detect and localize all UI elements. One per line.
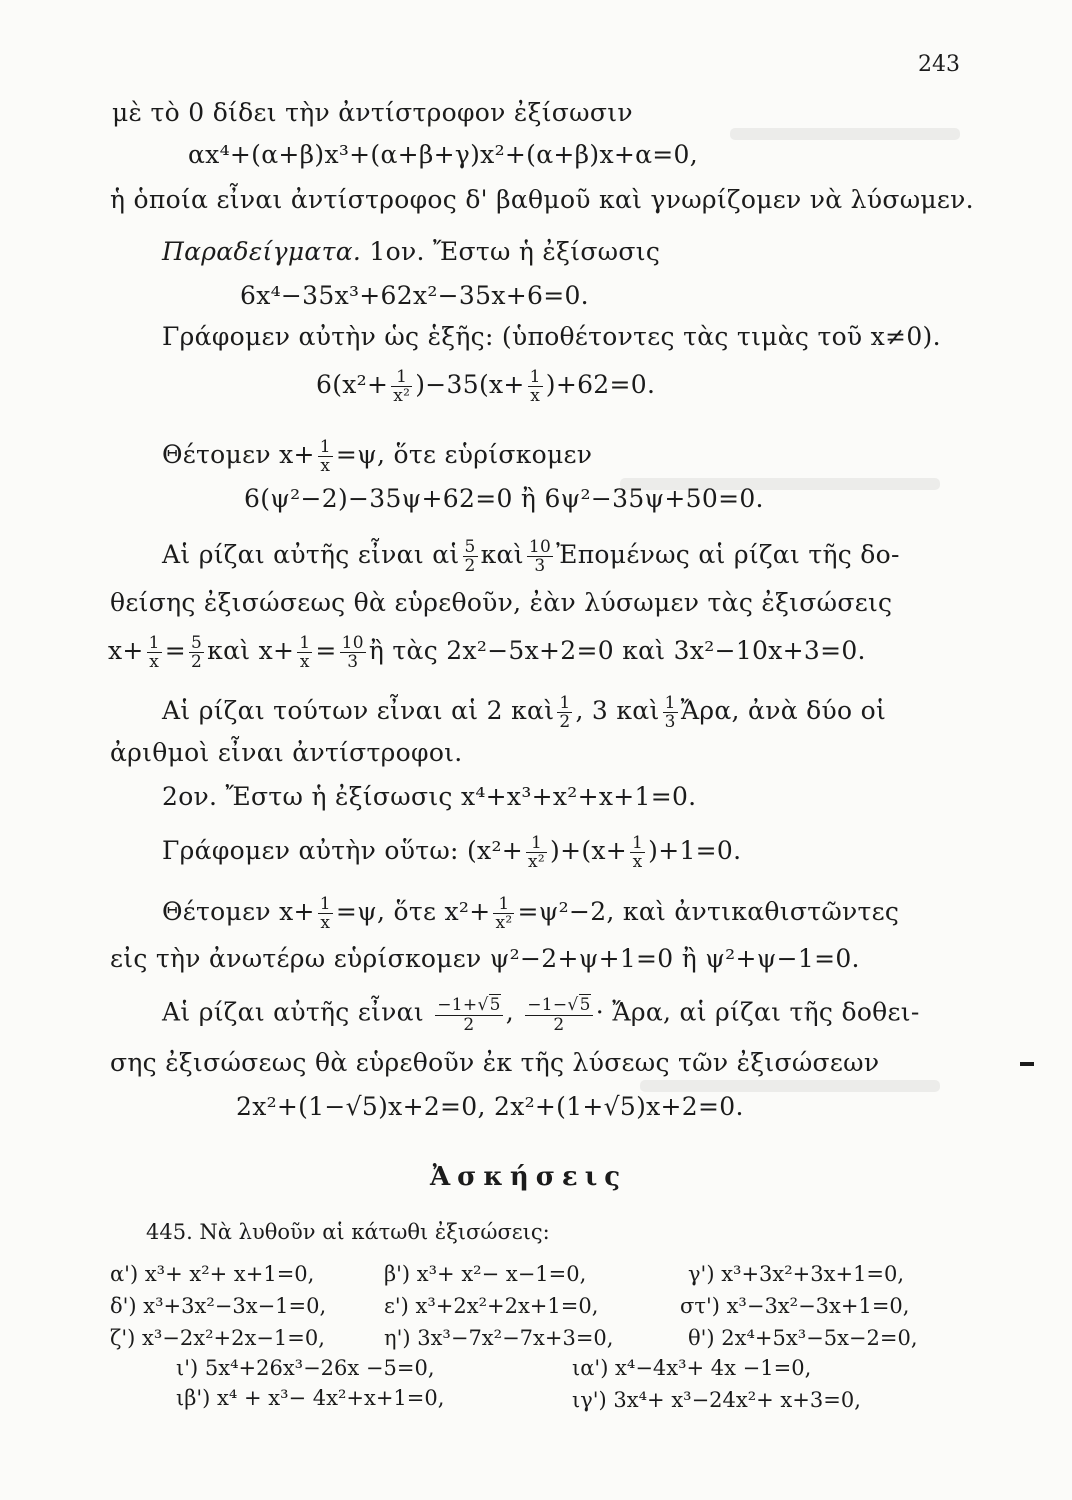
fraction: $\frac{1}{\text{x²}}$ [495, 894, 513, 933]
text-line: θείσης ἐξισώσεως θὰ εὑρεθοῦν, ἐὰν λύσωμεν τὰς ἐξισώσεις [110, 588, 893, 617]
eq-part: )+62=0. [545, 370, 656, 399]
exercise-item: γ') x³+3x²+3x+1=0, [688, 1262, 905, 1286]
text-fragment: Ἄρα, αἱ ρίζαι τῆς δοθει- [612, 997, 920, 1027]
eq-part: 2x²+(1+√5)x+2=0. [493, 1092, 744, 1121]
text-line [162, 538, 900, 575]
text-line: Αἱ ρίζαι αὐτῆς εἶναι $\frac{-1+√5}{2}$ , $\frac{-1-√5}{2}$ · Ἄρα, αἱ ρίζαι τῆς δοθει- [162, 995, 920, 1035]
examples-line [162, 237, 660, 267]
equation-line [236, 1092, 744, 1122]
exercise-intro: 445. Νὰ λυθοῦν αἱ κάτωθι ἐξισώσεις: [146, 1220, 550, 1244]
text-line: εἰς τὴν ἀνωτέρω εὑρίσκομεν ψ²−2+ψ+1=0 ἢ ψ²+ψ−1=0. [110, 944, 860, 973]
text-fragment: =ψ, ὅτε εὑρίσκομεν [335, 440, 593, 469]
text-line: μὲ τὸ 0 δίδει τὴν ἀντίστροφον ἐξίσωσιν [112, 98, 633, 127]
text-fragment: 1ον. Ἔστω ἡ ἐξίσωσις [369, 237, 661, 266]
text-line [162, 694, 886, 731]
text-line: 2ον. Ἔστω ἡ ἐξίσωσις x⁴+x³+x²+x+1=0. [162, 782, 697, 811]
eq-part: καὶ x+ [207, 636, 295, 665]
fraction: $\frac{-1-√5}{2}$ [527, 995, 591, 1035]
text-fragment: Θέτομεν x+ [162, 897, 315, 926]
text-fragment: καὶ [480, 540, 524, 569]
exercise-item: ιβ') x⁴ + x³− 4x²+x+1=0, [176, 1386, 445, 1410]
bleed-through-mark [730, 128, 960, 140]
fraction: $\frac{10}{3}$ [341, 633, 364, 672]
equation-line: αx⁴+(α+β)x³+(α+β+γ)x²+(α+β)x+α=0, [188, 140, 698, 169]
fraction: $\frac{5}{2}$ [464, 537, 476, 576]
text-line: ἀριθμοὶ εἶναι ἀντίστροφοι. [110, 738, 463, 767]
text-fragment: Θέτομεν x+ [162, 440, 315, 469]
text-fragment: Γράφομεν αὐτὴν οὕτω: (x²+ [162, 836, 524, 865]
exercise-item: δ') x³+3x²−3x−1=0, [110, 1294, 327, 1318]
eq-part: )−35(x+ [415, 370, 525, 399]
exercises-heading: Ἀσκήσεις [430, 1162, 628, 1192]
fraction: $\frac{1}{x}$ [319, 437, 331, 476]
text-fragment: =ψ²−2, καὶ ἀντικαθιστῶντες [517, 897, 900, 926]
fraction: $\frac{1}{x}$ [319, 894, 331, 933]
text-fragment: Ἐπομένως αἱ ρίζαι τῆς δο- [556, 540, 900, 569]
eq-part: = [315, 636, 337, 665]
text-line [162, 834, 741, 871]
exercise-item: η') 3x³−7x²−7x+3=0, [384, 1326, 614, 1350]
text-fragment: =ψ, ὅτε x²+ [335, 897, 491, 926]
text-fragment: Αἱ ρίζαι τούτων εἶναι αἱ 2 καὶ [162, 696, 555, 725]
fraction: $\frac{5}{2}$ [191, 633, 203, 672]
exercise-item: β') x³+ x²− x−1=0, [384, 1262, 587, 1286]
fraction: $\frac{-1+√5}{2}$ [437, 995, 501, 1035]
text-fragment: Αἱ ρίζαι αὐτῆς εἶναι αἱ [162, 540, 460, 569]
exercise-item: ζ') x³−2x²+2x−1=0, [110, 1326, 325, 1350]
equation-line [316, 368, 655, 405]
text-fragment: Αἱ ρίζαι αὐτῆς εἶναι [162, 997, 424, 1027]
fraction: $\frac{1}{x}$ [632, 833, 644, 872]
eq-part: x+ [108, 636, 144, 665]
fraction: $\frac{1}{2}$ [559, 693, 571, 732]
bleed-through-mark [640, 1080, 940, 1092]
eq-part: ἢ τὰς 2x²−5x+2=0 καὶ 3x²−10x+3=0. [368, 636, 866, 665]
equation-line [108, 634, 866, 671]
text-line: ἡ ὁποία εἶναι ἀντίστροφος δ' βαθμοῦ καὶ γνωρίζομεν νὰ λύσωμεν. [110, 185, 974, 214]
exercise-item: θ') 2x⁴+5x³−5x−2=0, [688, 1326, 918, 1350]
exercise-item: ια') x⁴−4x³+ 4x −1=0, [572, 1356, 812, 1380]
exercise-item: α') x³+ x²+ x+1=0, [110, 1262, 315, 1286]
fraction: $\frac{1}{\text{x²}}$ [393, 367, 411, 406]
text-line: Γράφομεν αὐτὴν ὡς ἑξῆς: (ὑποθέτοντες τὰς τιμὰς τοῦ x≠0). [162, 322, 941, 351]
eq-part: 6(x²+ [316, 370, 389, 399]
text-line: σης ἐξισώσεως θὰ εὑρεθοῦν ἐκ τῆς λύσεως τῶν ἐξισώσεων [110, 1048, 880, 1077]
examples-label: Παραδείγματα. [162, 237, 362, 266]
equation-line: 6x⁴−35x³+62x²−35x+6=0. [240, 281, 589, 310]
text-fragment: Ἄρα, ἀνὰ δύο οἱ [680, 696, 887, 725]
exercise-item: ιγ') 3x⁴+ x³−24x²+ x+3=0, [572, 1388, 861, 1412]
fraction: $\frac{1}{\text{x²}}$ [528, 833, 546, 872]
fraction: $\frac{1}{x}$ [299, 633, 311, 672]
page-number: 243 [918, 52, 960, 77]
eq-part: 2x²+(1−√5)x+2=0, [236, 1092, 486, 1121]
fraction: $\frac{1}{x}$ [148, 633, 160, 672]
margin-dash [1020, 1062, 1034, 1066]
text-fragment: )+(x+ [550, 836, 628, 865]
fraction: $\frac{1}{3}$ [664, 693, 676, 732]
equation-line: 6(ψ²−2)−35ψ+62=0 ἢ 6ψ²−35ψ+50=0. [244, 484, 764, 513]
fraction: $\frac{1}{x}$ [529, 367, 541, 406]
exercise-item: στ') x³−3x²−3x+1=0, [680, 1294, 910, 1318]
text-line [162, 438, 592, 475]
text-line [162, 895, 899, 932]
fraction: $\frac{10}{3}$ [528, 537, 552, 576]
exercise-item: ι') 5x⁴+26x³−26x −5=0, [176, 1356, 435, 1380]
text-fragment: )+1=0. [648, 836, 742, 865]
eq-part: = [164, 636, 187, 665]
text-fragment: , 3 καὶ [575, 696, 660, 725]
exercise-item: ε') x³+2x²+2x+1=0, [384, 1294, 599, 1318]
